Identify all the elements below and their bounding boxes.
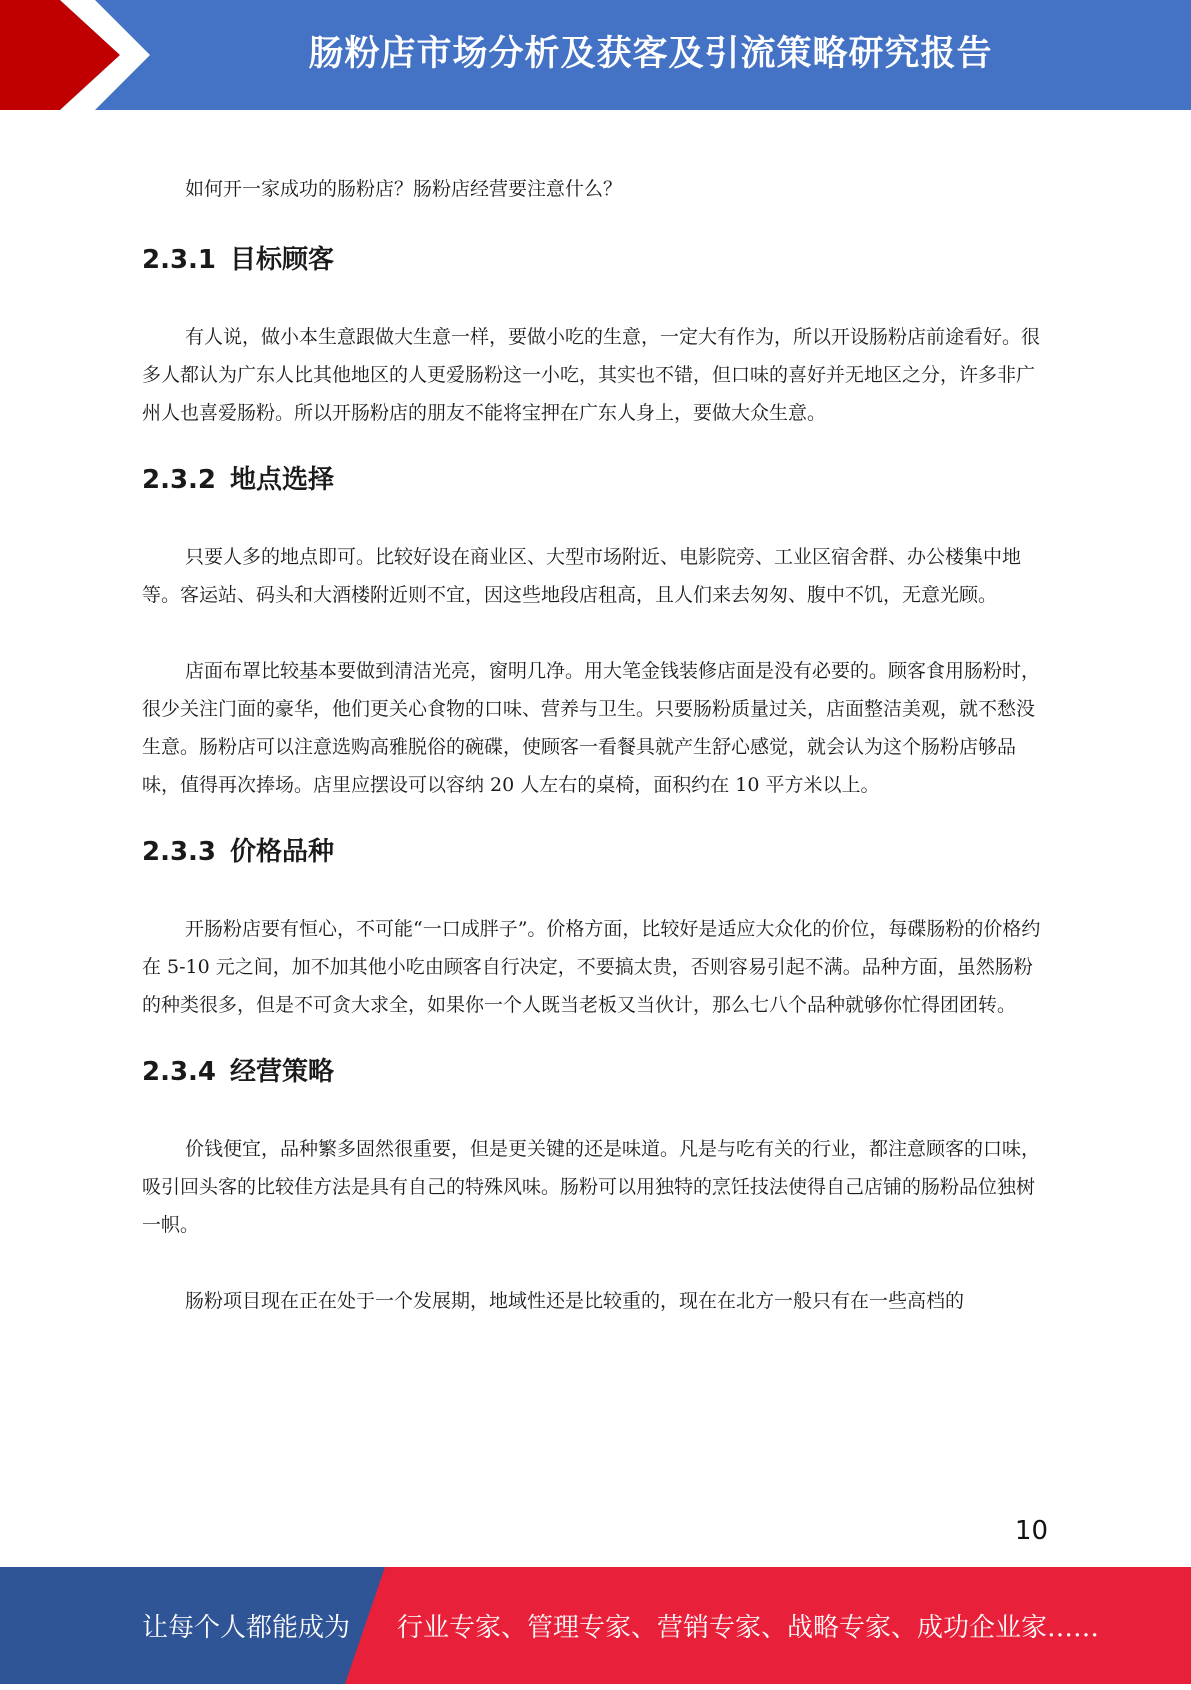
section-title: 目标顾客 <box>230 245 335 275</box>
section-heading-2-3-3 <box>142 832 1047 872</box>
section-number: 2.3.4 <box>142 1057 217 1087</box>
section-number: 2.3.1 <box>142 245 217 275</box>
section-heading-2-3-1 <box>142 240 1047 280</box>
intro-paragraph: 如何开一家成功的肠粉店？肠粉店经营要注意什么？ <box>185 178 623 200</box>
report-title: 肠粉店市场分析及获客及引流策略研究报告 <box>308 34 993 74</box>
paragraph: 开肠粉店要有恒心，不可能“一口成胖子”。价格方面，比较好是适应大众化的价位，每碟肠粉的价格约在 5-10 元之间，加不加其他小吃由顾客自行决定，不要搞太贵，否则容易引起不满。品种方面，虽然肠粉的种类很多，但是不可贪大求全，如果你一个人既当老板又当伙计，那么七八个品种就够你忙得团团转。 <box>142 918 1041 1016</box>
page-number: 10 <box>1014 1516 1048 1546</box>
paragraph: 店面布罩比较基本要做到清洁光亮，窗明几净。用大笔金钱装修店面是没有必要的。顾客食用肠粉时，很少关注门面的豪华，他们更关心食物的口味、营养与卫生。只要肠粉质量过关，店面整洁美观，就不愁没生意。肠粉店可以注意选购高雅脱俗的碗碟，使顾客一看餐具就产生舒心感觉，就会认为这个肠粉店够品味，值得再次捧场。店里应摆设可以容纳 20 人左右的桌椅，面积约在 10 平方米以上。 <box>142 660 1041 796</box>
page-footer <box>0 1567 1191 1684</box>
paragraph: 肠粉项目现在正在处于一个发展期，地域性还是比较重的，现在在北方一般只有在一些高档的 <box>185 1290 965 1312</box>
paragraph: 有人说，做小本生意跟做大生意一样，要做小吃的生意，一定大有作为，所以开设肠粉店前途看好。很多人都认为广东人比其他地区的人更爱肠粉这一小吃，其实也不错，但口味的喜好并无地区之分，许多非广州人也喜爱肠粉。所以开肠粉店的朋友不能将宝押在广东人身上，要做大众生意。 <box>142 326 1041 424</box>
section-heading-2-3-4 <box>142 1052 1047 1092</box>
section-title: 经营策略 <box>230 1057 335 1087</box>
document-body <box>142 170 1047 1320</box>
footer-slogan-right: 行业专家、管理专家、营销专家、战略专家、成功企业家…… <box>397 1613 1100 1643</box>
section-heading-2-3-2 <box>142 460 1047 500</box>
page-header <box>0 0 1191 110</box>
section-number: 2.3.3 <box>142 837 217 867</box>
footer-slogan-left: 让每个人都能成为 <box>142 1613 351 1643</box>
section-number: 2.3.2 <box>142 465 217 495</box>
paragraph: 只要人多的地点即可。比较好设在商业区、大型市场附近、电影院旁、工业区宿舍群、办公楼集中地等。客运站、码头和大酒楼附近则不宜，因这些地段店租高，且人们来去匆匆、腹中不饥，无意光顾。 <box>142 546 1022 606</box>
section-title: 地点选择 <box>230 465 335 495</box>
section-title: 价格品种 <box>230 837 335 867</box>
paragraph: 价钱便宜，品种繁多固然很重要，但是更关键的还是味道。凡是与吃有关的行业，都注意顾客的口味，吸引回头客的比较佳方法是具有自己的特殊风味。肠粉可以用独特的烹饪技法使得自己店铺的肠粉品位独树一帜。 <box>142 1138 1041 1236</box>
